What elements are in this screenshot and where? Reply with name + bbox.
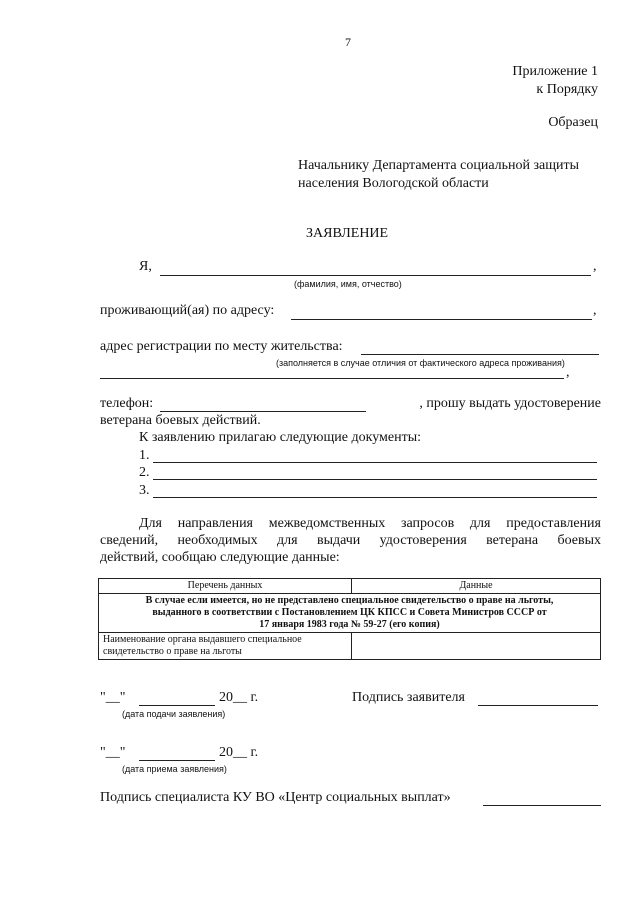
registration-label: адрес регистрации по месту жительства: [100, 339, 343, 354]
interagency-line2: сведений, необходимых для выдачи удостоверения ветерана боевых [100, 533, 601, 548]
applicant-signature-field[interactable] [478, 705, 598, 706]
accept-date-month-field[interactable] [139, 760, 215, 761]
doc-number-2: 2. [139, 465, 150, 480]
phone-field[interactable] [160, 411, 366, 412]
table-merged-note [99, 594, 601, 633]
registration-field-line2[interactable] [100, 378, 564, 379]
table-header-list: Перечень данных [99, 579, 352, 594]
submit-date-year: 20__ г. [219, 690, 259, 705]
submit-date-hint: (дата подачи заявления) [122, 709, 226, 719]
accept-date-year: 20__ г. [219, 745, 259, 760]
specialist-signature-label: Подпись специалиста КУ ВО «Центр социальных выплат» [100, 790, 451, 805]
request-text-2: ветерана боевых действий. [100, 413, 261, 428]
interagency-line3: действий, сообщаю следующие данные: [100, 550, 340, 565]
fio-comma: , [593, 259, 597, 274]
table-header-data: Данные [352, 579, 601, 594]
interagency-line1: Для направления межведомственных запросов для предоставления [139, 516, 601, 531]
table-row-label [99, 633, 352, 660]
submit-date-month-field[interactable] [139, 705, 215, 706]
document-3-field[interactable] [153, 497, 597, 498]
specialist-signature-field[interactable] [483, 805, 601, 806]
address-comma: , [593, 303, 597, 318]
accept-date-day: "__" [100, 745, 126, 760]
phone-label: телефон: [100, 396, 154, 411]
merged-note-line3: 17 января 1983 года № 59-27 (его копия) [259, 619, 440, 630]
applicant-signature-label: Подпись заявителя [352, 690, 465, 705]
accept-date-hint: (дата приема заявления) [122, 764, 227, 774]
addressee-line2: населения Вологодской области [298, 176, 489, 191]
data-table [98, 578, 601, 660]
row-label-line1: Наименование органа выдавшего специальное [103, 634, 302, 645]
page-number: 7 [345, 35, 351, 49]
i-label: Я, [139, 259, 152, 274]
sample-label: Образец [548, 115, 598, 130]
document-2-field[interactable] [153, 479, 597, 480]
request-text-1: , прошу выдать удостоверение [419, 396, 601, 411]
fio-hint: (фамилия, имя, отчество) [294, 279, 402, 289]
registration-comma: , [566, 365, 570, 380]
merged-note-line2: выданного в соответствии с Постановлением ЦК КПСС и Совета Министров СССР от [152, 607, 547, 618]
addressee-line1: Начальнику Департамента социальной защиты [298, 158, 580, 173]
doc-number-3: 3. [139, 483, 150, 498]
document-title: ЗАЯВЛЕНИЕ [306, 226, 389, 241]
fio-field[interactable] [160, 275, 591, 276]
registration-field[interactable] [361, 354, 599, 355]
registration-hint: (заполняется в случае отличия от фактического адреса проживания) [276, 358, 565, 368]
address-label: проживающий(ая) по адресу: [100, 303, 275, 318]
row-label-line2: свидетельство о праве на льготы [103, 646, 242, 657]
merged-note-line1: В случае если имеется, но не представлено специальное свидетельство о праве на льготы, [145, 595, 554, 606]
table-row-value[interactable] [352, 633, 601, 660]
submit-date-day: "__" [100, 690, 126, 705]
attachments-intro: К заявлению прилагаю следующие документы: [139, 430, 422, 445]
document-1-field[interactable] [153, 462, 597, 463]
address-field[interactable] [291, 319, 592, 320]
doc-number-1: 1. [139, 448, 150, 463]
appendix-label: Приложение 1 [512, 64, 598, 79]
order-label: к Порядку [536, 82, 598, 97]
